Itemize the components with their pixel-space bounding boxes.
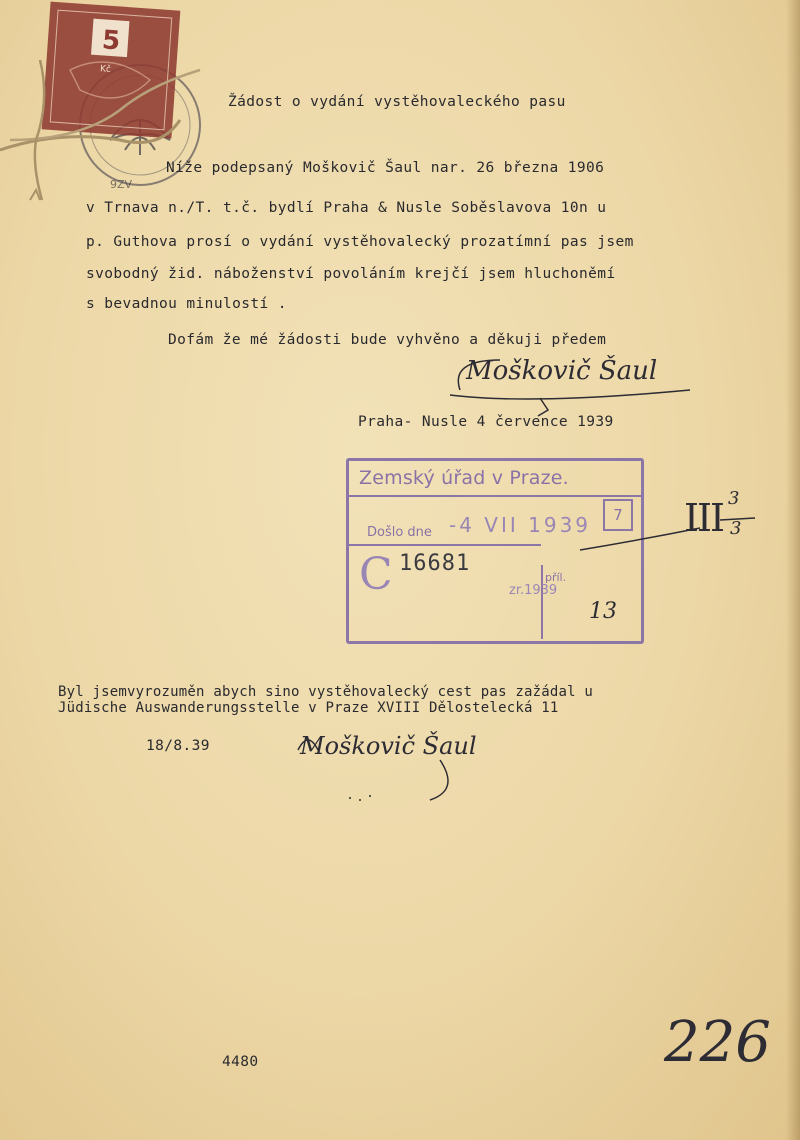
file-fraction-top: 3 bbox=[728, 488, 740, 509]
place-date: Praha- Nusle 4 července 1939 bbox=[358, 414, 614, 430]
stamp-divider-v bbox=[541, 565, 543, 639]
office-stamp-title: Zemský úřad v Praze. bbox=[359, 467, 569, 489]
file-fraction-bottom: 3 bbox=[730, 518, 742, 539]
signature-2: Moškovič Šaul bbox=[300, 732, 477, 760]
signature-2-flourish bbox=[290, 720, 490, 810]
received-label: Došlo dne bbox=[367, 525, 432, 540]
stamp-letter: C bbox=[359, 549, 393, 600]
body-line-4: svobodný žid. náboženství povoláním krejčí jsem hluchoněmí bbox=[86, 266, 616, 282]
page-edge-shadow bbox=[786, 0, 800, 1140]
file-mark: III bbox=[684, 496, 724, 540]
document-title: Žádost o vydání vystěhovaleckého pasu bbox=[228, 94, 566, 110]
note-line-1: Byl jsemvyrozuměn abych sino vystěhovalecký cest pas zažádal u bbox=[58, 684, 593, 700]
closing-line: Dofám že mé žádosti bude vyhvěno a děkuji předem bbox=[168, 332, 607, 348]
attachments-label: příl. bbox=[545, 571, 567, 584]
svg-text:Kč: Kč bbox=[99, 64, 112, 75]
signature-1: Moškovič Šaul bbox=[466, 356, 658, 386]
body-line-5: s bevadnou minulostí . bbox=[86, 296, 287, 312]
body-line-3: p. Guthova prosí o vydání vystěhovalecký prozatímní pas jsem bbox=[86, 234, 634, 250]
svg-text:9ZV: 9ZV bbox=[110, 178, 133, 191]
registration-number: 16681 bbox=[399, 551, 471, 576]
attachments-value: 13 bbox=[589, 599, 617, 624]
received-date: -4 VII 1939 bbox=[449, 513, 592, 537]
office-stamp-box-number: 7 bbox=[603, 499, 633, 531]
body-line-2: v Trnava n./T. t.č. bydlí Praha & Nusle Soběslavova 10n u bbox=[86, 200, 607, 216]
signature-1-flourish bbox=[440, 350, 700, 420]
stamp-divider-h bbox=[349, 544, 541, 546]
office-stamp-header bbox=[349, 461, 641, 497]
body-line-1: Níže podepsaný Moškovič Šaul nar. 26 března 1906 bbox=[166, 160, 605, 176]
svg-text:5: 5 bbox=[101, 25, 122, 57]
year-note: zr.1939 bbox=[509, 583, 558, 598]
note-date: 18/8.39 bbox=[146, 738, 210, 754]
bottom-number: 4480 bbox=[222, 1054, 259, 1070]
note-line-2: Jüdische Auswanderungsstelle v Praze XVIII Dělostelecká 11 bbox=[58, 700, 559, 716]
folio-number: 226 bbox=[664, 1010, 771, 1075]
revenue-stamp bbox=[0, 0, 220, 210]
